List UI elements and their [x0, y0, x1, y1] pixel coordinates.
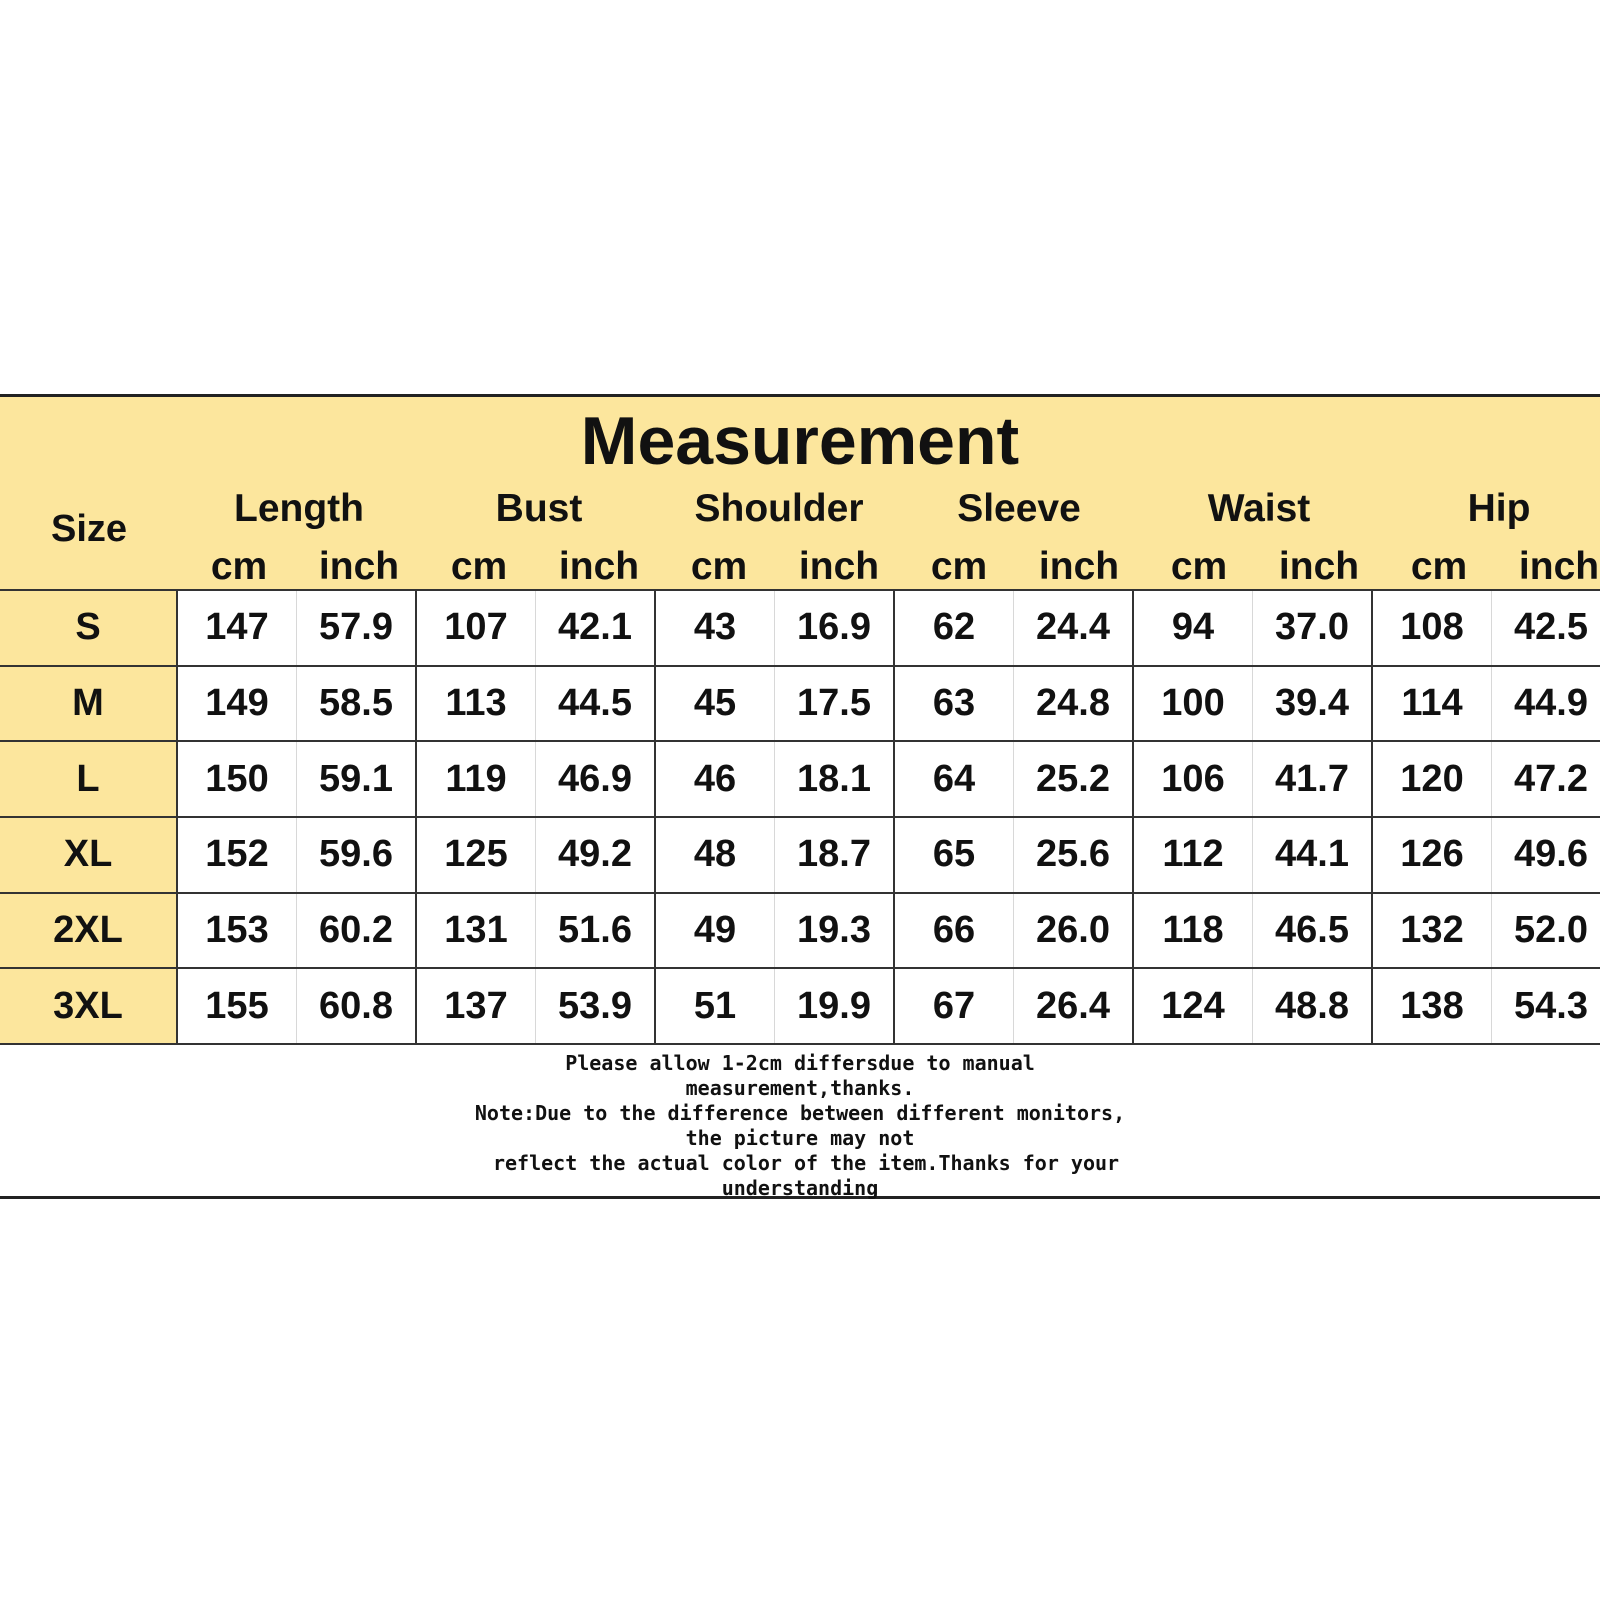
value-cell-length-inch: 59.6	[297, 817, 417, 893]
measurement-table-body	[0, 590, 1600, 1044]
table-row	[0, 741, 1600, 817]
value-cell-length-cm: 147	[177, 590, 297, 666]
value-cell-length-inch: 59.1	[297, 741, 417, 817]
value-cell-hip-inch: 52.0	[1492, 893, 1600, 969]
unit-header-hip-cm: cm	[1410, 545, 1468, 588]
value-cell-hip-cm: 126	[1372, 817, 1492, 893]
value-cell-waist-cm: 100	[1133, 666, 1253, 742]
value-cell-bust-inch: 44.5	[536, 666, 656, 742]
disclaimer-notes	[0, 1051, 1600, 1201]
value-cell-hip-cm: 132	[1372, 893, 1492, 969]
value-cell-length-cm: 155	[177, 968, 297, 1044]
note-line: understanding	[721, 1176, 879, 1200]
value-cell-length-inch: 57.9	[297, 590, 417, 666]
value-cell-shoulder-inch: 17.5	[775, 666, 895, 742]
value-cell-length-inch: 60.8	[297, 968, 417, 1044]
value-cell-bust-inch: 46.9	[536, 741, 656, 817]
size-cell: 2XL	[0, 893, 177, 969]
table-row	[0, 968, 1600, 1044]
value-cell-length-inch: 60.2	[297, 893, 417, 969]
unit-header-bust-cm: cm	[450, 545, 508, 588]
value-cell-shoulder-inch: 18.7	[775, 817, 895, 893]
value-cell-bust-cm: 113	[416, 666, 536, 742]
value-cell-waist-cm: 124	[1133, 968, 1253, 1044]
value-cell-bust-inch: 51.6	[536, 893, 656, 969]
value-cell-shoulder-cm: 48	[655, 817, 775, 893]
unit-header-length-inch: inch	[318, 545, 400, 588]
value-cell-bust-inch: 49.2	[536, 817, 656, 893]
value-cell-bust-inch: 53.9	[536, 968, 656, 1044]
size-cell: L	[0, 741, 177, 817]
size-chart	[0, 394, 1600, 1199]
value-cell-hip-inch: 49.6	[1492, 817, 1600, 893]
value-cell-sleeve-cm: 63	[894, 666, 1014, 742]
value-cell-waist-inch: 41.7	[1253, 741, 1373, 817]
group-header-bust: Bust	[495, 487, 583, 530]
value-cell-sleeve-inch: 25.2	[1014, 741, 1134, 817]
value-cell-waist-cm: 94	[1133, 590, 1253, 666]
measurement-table	[0, 589, 1600, 1045]
value-cell-sleeve-inch: 26.0	[1014, 893, 1134, 969]
unit-header-shoulder-cm: cm	[690, 545, 748, 588]
value-cell-waist-inch: 44.1	[1253, 817, 1373, 893]
value-cell-shoulder-cm: 46	[655, 741, 775, 817]
value-cell-waist-cm: 112	[1133, 817, 1253, 893]
value-cell-length-cm: 150	[177, 741, 297, 817]
value-cell-bust-cm: 125	[416, 817, 536, 893]
table-row	[0, 817, 1600, 893]
value-cell-sleeve-cm: 65	[894, 817, 1014, 893]
value-cell-sleeve-cm: 66	[894, 893, 1014, 969]
value-cell-sleeve-inch: 25.6	[1014, 817, 1134, 893]
value-cell-shoulder-inch: 19.3	[775, 893, 895, 969]
value-cell-hip-cm: 120	[1372, 741, 1492, 817]
note-line: reflect the actual color of the item.Thanks for your	[480, 1151, 1120, 1175]
chart-title: Measurement	[580, 403, 1020, 479]
unit-header-shoulder-inch: inch	[798, 545, 880, 588]
note-line: measurement,thanks.	[685, 1076, 915, 1100]
size-cell: 3XL	[0, 968, 177, 1044]
value-cell-hip-cm: 114	[1372, 666, 1492, 742]
table-row	[0, 590, 1600, 666]
value-cell-shoulder-cm: 51	[655, 968, 775, 1044]
unit-header-hip-inch: inch	[1518, 545, 1600, 588]
value-cell-shoulder-inch: 19.9	[775, 968, 895, 1044]
value-cell-hip-inch: 47.2	[1492, 741, 1600, 817]
note-line: Please allow 1-2cm differsdue to manual	[565, 1051, 1035, 1075]
value-cell-waist-inch: 37.0	[1253, 590, 1373, 666]
value-cell-sleeve-cm: 62	[894, 590, 1014, 666]
value-cell-bust-cm: 137	[416, 968, 536, 1044]
value-cell-hip-cm: 138	[1372, 968, 1492, 1044]
value-cell-shoulder-cm: 43	[655, 590, 775, 666]
size-cell: S	[0, 590, 177, 666]
unit-header-waist-cm: cm	[1170, 545, 1228, 588]
value-cell-bust-cm: 107	[416, 590, 536, 666]
group-header-length: Length	[234, 487, 364, 530]
note-line: Note:Due to the difference between different monitors,	[474, 1101, 1126, 1125]
value-cell-shoulder-inch: 18.1	[775, 741, 895, 817]
unit-header-waist-inch: inch	[1278, 545, 1360, 588]
group-header-waist: Waist	[1207, 487, 1311, 530]
value-cell-hip-inch: 54.3	[1492, 968, 1600, 1044]
unit-header-sleeve-cm: cm	[930, 545, 988, 588]
value-cell-sleeve-cm: 64	[894, 741, 1014, 817]
size-cell: XL	[0, 817, 177, 893]
size-cell: M	[0, 666, 177, 742]
value-cell-shoulder-inch: 16.9	[775, 590, 895, 666]
group-header-shoulder: Shoulder	[694, 487, 864, 530]
unit-header-bust-inch: inch	[558, 545, 640, 588]
value-cell-shoulder-cm: 45	[655, 666, 775, 742]
value-cell-bust-cm: 119	[416, 741, 536, 817]
group-header-sleeve: Sleeve	[957, 487, 1081, 530]
chart-header	[0, 397, 1600, 589]
value-cell-sleeve-cm: 67	[894, 968, 1014, 1044]
unit-header-sleeve-inch: inch	[1038, 545, 1120, 588]
unit-header-length-cm: cm	[210, 545, 268, 588]
value-cell-sleeve-inch: 26.4	[1014, 968, 1134, 1044]
value-cell-waist-inch: 48.8	[1253, 968, 1373, 1044]
note-line: the picture may not	[685, 1126, 915, 1150]
group-header-hip: Hip	[1467, 487, 1531, 530]
value-cell-waist-inch: 46.5	[1253, 893, 1373, 969]
value-cell-length-cm: 149	[177, 666, 297, 742]
value-cell-waist-cm: 106	[1133, 741, 1253, 817]
value-cell-waist-cm: 118	[1133, 893, 1253, 969]
value-cell-sleeve-inch: 24.4	[1014, 590, 1134, 666]
value-cell-hip-inch: 42.5	[1492, 590, 1600, 666]
value-cell-waist-inch: 39.4	[1253, 666, 1373, 742]
value-cell-length-cm: 153	[177, 893, 297, 969]
value-cell-sleeve-inch: 24.8	[1014, 666, 1134, 742]
table-row	[0, 666, 1600, 742]
value-cell-length-inch: 58.5	[297, 666, 417, 742]
table-row	[0, 893, 1600, 969]
value-cell-shoulder-cm: 49	[655, 893, 775, 969]
value-cell-bust-cm: 131	[416, 893, 536, 969]
value-cell-bust-inch: 42.1	[536, 590, 656, 666]
value-cell-hip-cm: 108	[1372, 590, 1492, 666]
size-column-header: Size	[50, 508, 128, 550]
value-cell-hip-inch: 44.9	[1492, 666, 1600, 742]
value-cell-length-cm: 152	[177, 817, 297, 893]
